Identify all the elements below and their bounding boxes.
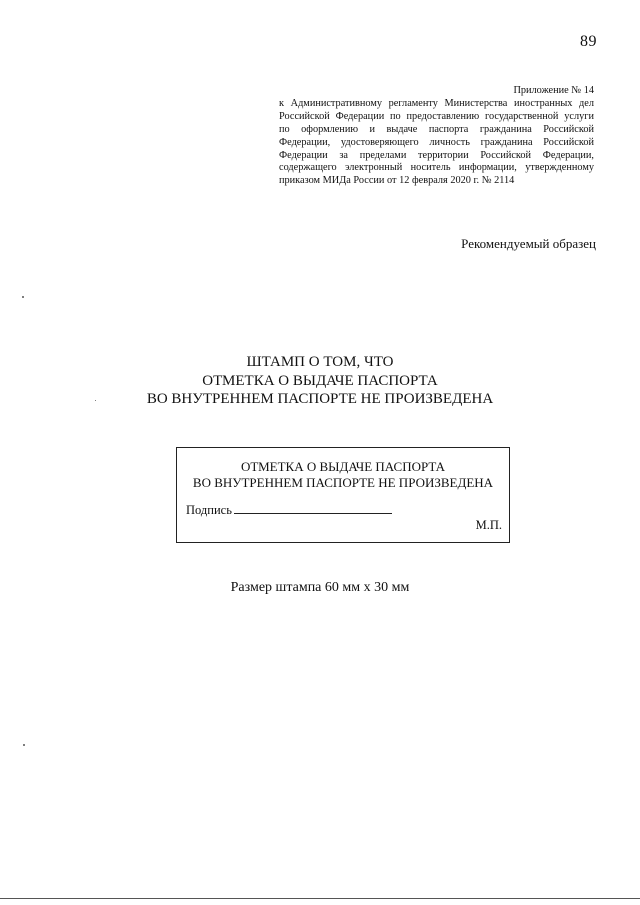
appendix-line: к Административному регламенту Министерства иностранных дел: [279, 97, 594, 109]
signature-field: [186, 502, 392, 518]
heading-line: ОТМЕТКА О ВЫДАЧЕ ПАСПОРТА: [202, 372, 438, 389]
scan-speck: [22, 296, 24, 298]
signature-line: [234, 502, 392, 514]
appendix-line: Федерации, удостоверяющего личность гражданина Российской: [279, 136, 594, 148]
page-number: 89: [580, 33, 597, 50]
stamp-size-note: Размер штампа 60 мм х 30 мм: [230, 580, 410, 595]
stamp-box: [176, 447, 510, 543]
appendix-line: Российской Федерации по предоставлению государственной услуги: [279, 110, 594, 122]
heading-line: ВО ВНУТРЕННЕМ ПАСПОРТЕ НЕ ПРОИЗВЕДЕНА: [146, 391, 494, 407]
scan-speck: [23, 744, 25, 746]
appendix-line: Федерации за пределами территории Российской Федерации,: [279, 149, 594, 161]
appendix-title: Приложение № 14: [513, 85, 594, 96]
appendix-line: содержащего электронный носитель информации, утвержденному: [279, 162, 594, 174]
appendix-header: [279, 85, 594, 188]
stamp-line: ОТМЕТКА О ВЫДАЧЕ ПАСПОРТА: [240, 459, 446, 474]
signature-label: Подпись: [186, 503, 232, 517]
sample-note: Рекомендуемый образец: [461, 236, 596, 251]
stamp-line: ВО ВНУТРЕННЕМ ПАСПОРТЕ НЕ ПРОИЗВЕДЕНА: [192, 475, 494, 490]
main-heading: [120, 353, 520, 409]
scan-edge-line: [0, 898, 640, 899]
appendix-line: приказом МИДа России от 12 февраля 2020 г. № 2114: [279, 175, 515, 187]
heading-line: ШТАМП О ТОМ, ЧТО: [246, 354, 394, 370]
appendix-line: по оформлению и выдаче паспорта гражданина Российской: [279, 123, 594, 135]
stamp-text: [177, 459, 509, 491]
seal-label: М.П.: [475, 518, 502, 532]
scan-speck: [95, 400, 96, 401]
